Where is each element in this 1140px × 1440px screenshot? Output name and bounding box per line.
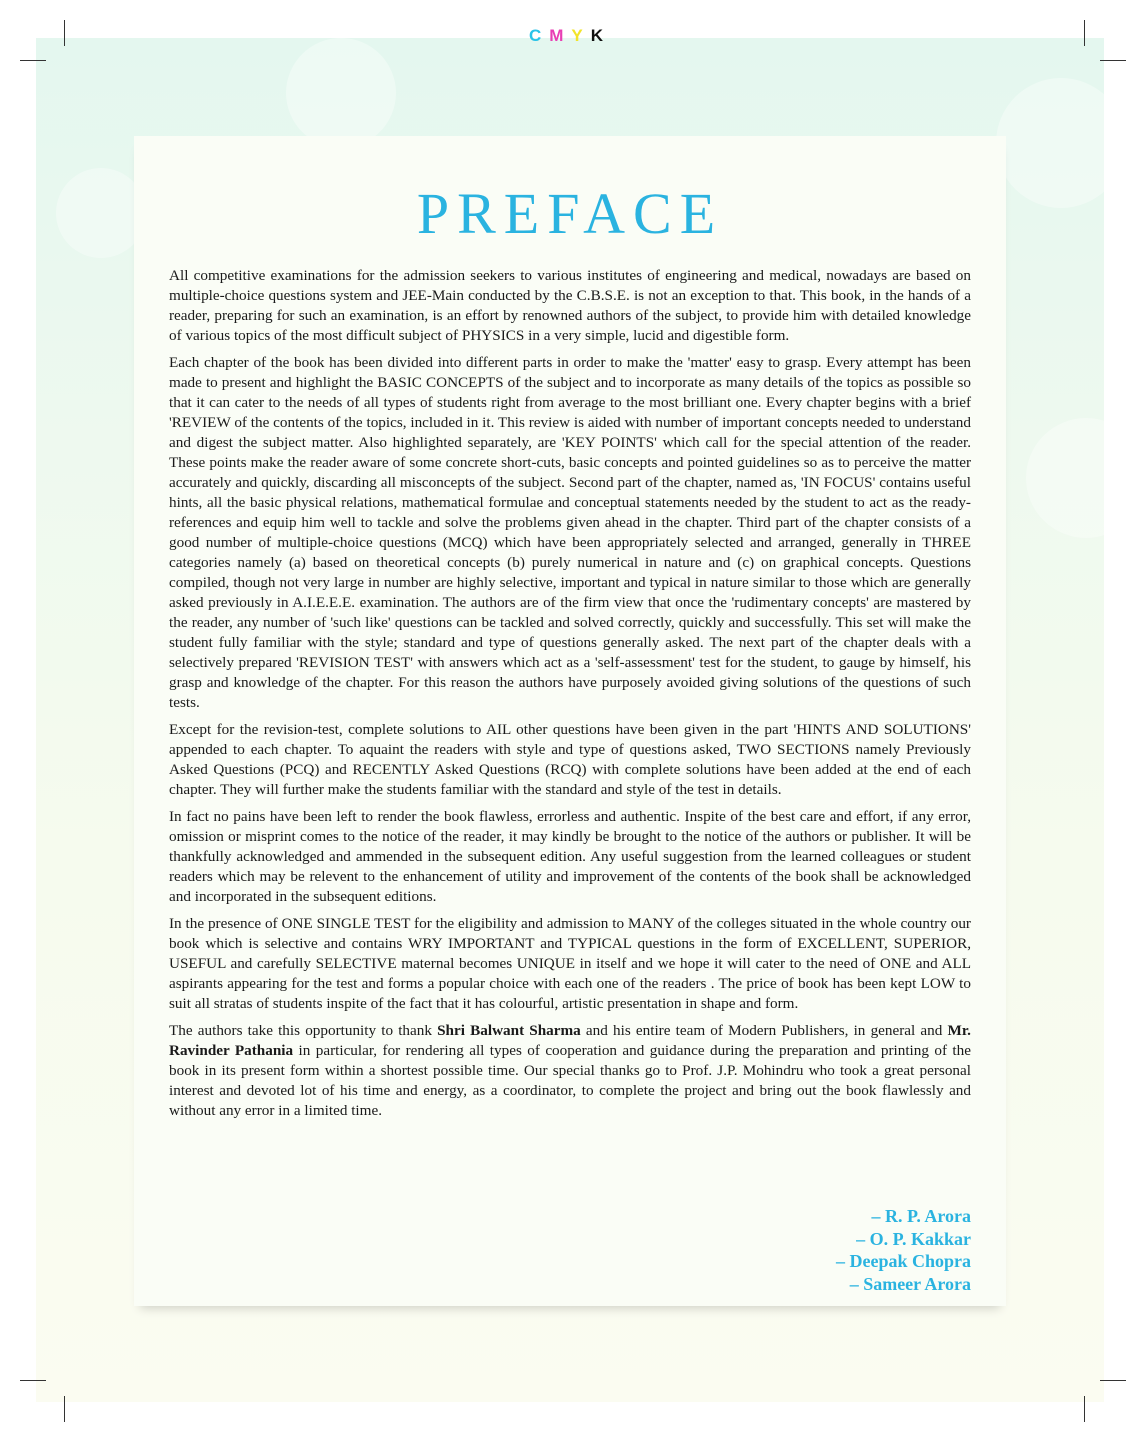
bold-name: Shri Balwant Sharma	[437, 1022, 581, 1039]
author-name: – O. P. Kakkar	[856, 1228, 971, 1249]
crop-mark	[20, 60, 46, 61]
bold-name: Mr. Ravinder Pathania	[169, 1022, 971, 1059]
cmyk-c: C	[528, 26, 550, 45]
page-title: PREFACE	[416, 181, 724, 246]
crop-mark	[1084, 1396, 1085, 1422]
preface-body	[169, 266, 971, 1128]
cmyk-y: Y	[571, 26, 591, 45]
paragraph: Each chapter of the book has been divided into different parts in order to make the 'matter' easy to grasp. Every attempt has been made to present and highlight the BASIC CONCEPTS of the subject and to incorporate as many details of the topics as possible so that it can cater to the needs of all types of students right from average to the most brilliant one. Every chapter begins with a brief 'REVIEW of the contents of the topics, included in it. This review is aided with number of important concepts needed to understand and digest the subject matter. Also highlighted separately, are 'KEY POINTS' which call for the special attention of the reader. These points make the reader aware of some concrete short-cuts, basic concepts and pointed guidelines so as to perceive the matter accurately and quickly, discarding all misconcepts of the subject. Second part of the chapter, named as, 'IN FOCUS' contains useful hints, all the basic physical relations, mathematical formulae and conceptual statements needed by the student to act as the ready-references and equip him well to tackle and solve the problems given ahead in the chapter. Third part of the chapter consists of a good number of multiple-choice questions (MCQ) which have been appropriately selected and arranged, generally in THREE categories namely (a) based on theoretical concepts (b) purely numerical in nature and (c) on graphical concepts. Questions compiled, though not very large in number are highly selective, important and typical in nature similar to those which are generally asked previously in A.I.E.E.E. examination. The authors are of the firm view that once the 'rudimentary concepts' are mastered by the reader, any number of 'such like' questions can be tackled and solved correctly, quickly and successfully. This set will make the student fully familiar with the style; standard and type of questions generally asked. The next part of the chapter deals with a selectively prepared 'REVISION TEST' with answers which act as a 'self-assessment' test for the student, to gauge by himself, his grasp and knowledge of the chapter. For this reason the authors have purposely avoided giving solutions of the questions of such tests.	[169, 354, 971, 711]
author-name: – Deepak Chopra	[835, 1251, 971, 1271]
author-signatures	[671, 1205, 971, 1295]
paragraph: Except for the revision-test, complete solutions to AIL other questions have been given in the part 'HINTS AND SOLUTIONS' appended to each chapter. To aquaint the readers with style and type of questions asked, TWO SECTIONS namely Previously Asked Questions (PCQ) and RECENTLY Asked Questions (RCQ) with complete solutions have been added at the end of each chapter. They will further make the students familiar with the standard and style of the test in details.	[169, 721, 971, 798]
text-run: and his entire team of Modern Publishers, in general and	[580, 1022, 948, 1039]
cmyk-m: M	[549, 26, 572, 45]
cmyk-k: K	[590, 26, 612, 45]
paragraph: In the presence of ONE SINGLE TEST for the eligibility and admission to MANY of the colleges situated in the whole country our book which is selective and contains WRY IMPORTANT and TYPICAL questions in the form of EXCELLENT, SUPERIOR, USEFUL and carefully SELECTIVE maternal becomes UNIQUE in itself and we hope it will cater to the need of ONE and ALL aspirants appearing for the test and forms a popular choice with each one of the readers . The price of book has been kept LOW to suit all stratas of students inspite of the fact that it has colourful, artistic presentation in shape and form.	[169, 915, 971, 1012]
paragraph: In fact no pains have been left to render the book flawless, errorless and authentic. Inspite of the best care and effort, if any error, omission or misprint comes to the notice of the reader, it may kindly be brought to the notice of the authors or publisher. It will be thankfully acknowledged and ammended in the subsequent edition. Any useful suggestion from the learned colleagues or student readers which may be relevent to the enhancement of utility and improvement of the contents of the book shall be acknowledged and incorporated in the subsequent editions.	[169, 808, 971, 905]
author-name: – R. P. Arora	[871, 1206, 971, 1226]
crop-mark	[1100, 60, 1126, 61]
author-name: – Sameer Arora	[849, 1273, 971, 1294]
crop-mark	[20, 1380, 46, 1381]
decorative-bubble	[286, 38, 396, 148]
cmyk-color-marks	[0, 26, 1140, 46]
text-run: in particular, for rendering all types of cooperation and guidance during the preparation and printing of the book in its present form within a shortest possible time. Our special thanks go to Prof. J.P. Mohindru who took a great personal interest and devoted lot of his time and energy, as a coordinator, to complete the project and bring out the book flawlessly and without any error in a limited time.	[169, 1042, 971, 1119]
crop-mark	[64, 1396, 65, 1422]
paragraph-acknowledgements	[169, 1021, 971, 1121]
crop-mark	[64, 20, 65, 46]
paragraph: All competitive examinations for the admission seekers to various institutes of engineering and medical, nowadays are based on multiple-choice questions system and JEE-Main conducted by the C.B.S.E. is not an exception to that. This book, in the hands of a reader, preparing for such an examination, is an effort by renowned authors of the subject, to provide him with detailed knowledge of various topics of the most difficult subject of PHYSICS in a very simple, lucid and digestible form.	[169, 267, 971, 344]
crop-mark	[1100, 1380, 1126, 1381]
crop-mark	[1084, 20, 1085, 46]
text-run: The authors take this opportunity to thank	[169, 1022, 438, 1039]
decorative-bubble	[1026, 418, 1140, 538]
